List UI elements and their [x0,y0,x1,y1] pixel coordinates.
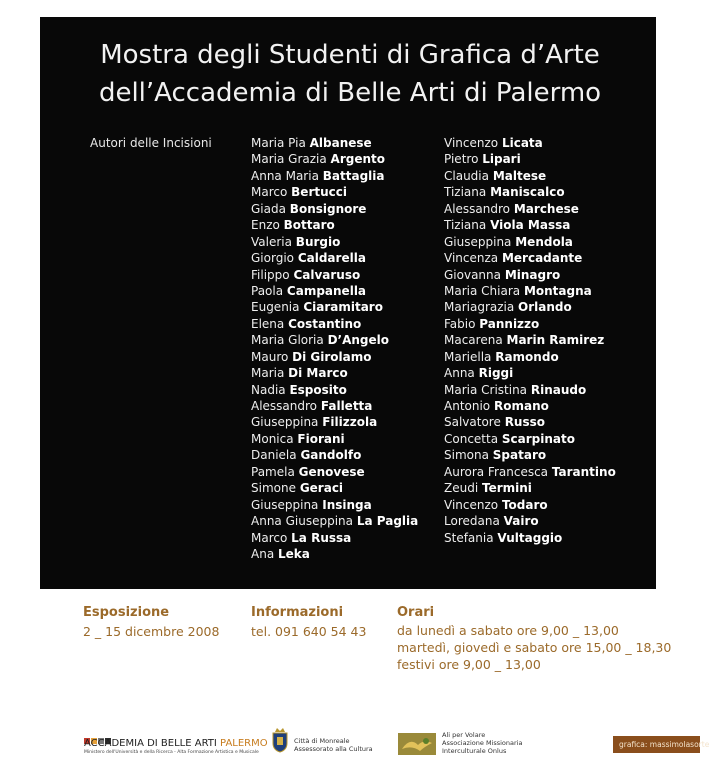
author-name [251,234,418,250]
monreale-line-2: Assessorato alla Cultura [294,745,373,753]
author-name [444,201,616,217]
author-name [444,513,616,529]
author-last-name: Costantino [288,316,362,331]
author-first-name: Paola [251,283,284,298]
author-first-name: Pamela [251,464,295,479]
author-name [444,382,616,398]
author-first-name: Stefania [444,530,494,545]
author-first-name: Zeudi [444,481,479,496]
author-name [444,332,616,348]
author-last-name: Esposito [289,382,347,397]
author-last-name: Maltese [492,168,547,183]
author-first-name: Simona [444,448,489,463]
author-first-name: Maria Grazia [251,152,327,167]
title-line-2: dell’Accademia di Belle Arti di Palermo [98,78,602,108]
author-name [251,497,418,513]
author-first-name: Nadia [251,382,286,397]
authors-label: Autori delle Incisioni [90,136,212,150]
author-last-name: Gandolfo [300,448,362,463]
author-first-name: Mariagrazia [444,300,515,315]
author-first-name: Vincenzo [444,497,499,512]
author-first-name: Antonio [444,399,491,413]
author-last-name: Geraci [299,481,344,496]
monreale-crest-icon [271,727,289,753]
author-last-name: Vultaggio [497,530,563,545]
author-first-name: Maria [251,366,285,381]
author-first-name: Aurora Francesca [444,464,549,479]
author-name [251,201,418,217]
orari-line-2: martedì, giovedì e sabato ore 15,00 _ 18,30 [397,640,672,655]
author-last-name: Rinaudo [530,382,587,397]
author-first-name: Mariella [444,349,492,364]
author-name [444,184,616,200]
author-last-name: Campanella [286,283,367,298]
author-name [251,135,418,151]
author-first-name: Tiziana [444,185,487,200]
author-first-name: Giorgio [251,251,294,266]
author-last-name: Ramondo [495,349,559,364]
author-name [444,250,616,266]
author-name [251,414,418,430]
author-last-name: La Russa [291,530,352,545]
author-name [444,151,616,167]
author-first-name: Daniela [251,448,297,463]
author-last-name: Falletta [320,399,373,413]
author-name [251,480,418,496]
poster-title [0,36,700,112]
authors-column-2 [444,135,616,546]
author-name [444,168,616,184]
author-name [444,447,616,463]
author-last-name: Mercadante [501,251,583,266]
author-first-name: Eugenia [251,300,300,315]
author-last-name: Albanese [309,136,372,150]
author-last-name: Bertucci [291,185,347,200]
esposizione-label: Esposizione [83,605,170,620]
author-name [251,349,418,365]
author-name [251,151,418,167]
author-name [444,283,616,299]
author-name [251,447,418,463]
author-first-name: Valeria [251,234,292,249]
author-name [251,316,418,332]
author-first-name: Anna Giuseppina [251,514,353,529]
orari-line-1: da lunedì a sabato ore 9,00 _ 13,00 [397,623,619,638]
author-first-name: Maria Pia [251,136,306,150]
author-last-name: Leka [278,546,310,561]
author-first-name: Maria Gloria [251,333,324,348]
accademia-name: ACCADEMIA DI BELLE ARTI [84,738,217,749]
author-name [251,299,418,315]
accademia-subtitle: Ministero dell'Università e della Ricerca - Alta Formazione Artistica e Musicale [84,750,259,755]
author-first-name: Giuseppina [444,234,512,249]
author-last-name: Romano [493,399,549,413]
author-first-name: Giuseppina [251,415,319,430]
informazioni-phone: tel. 091 640 54 43 [251,624,367,639]
informazioni-label: Informazioni [251,605,344,620]
author-name [444,234,616,250]
author-first-name: Anna Maria [251,168,319,183]
author-name [444,349,616,365]
author-name [251,398,418,414]
accademia-logo-blocks [84,729,114,735]
author-name [444,398,616,414]
monreale-line-1: Città di Monreale [294,737,350,745]
author-name [251,464,418,480]
author-name [251,365,418,381]
title-line-1: Mostra degli Studenti di Grafica d’Arte [100,40,600,70]
author-last-name: Burgio [295,234,341,249]
author-name [251,530,418,546]
author-last-name: Bottaro [283,218,335,233]
author-name [251,431,418,447]
author-first-name: Maria Cristina [444,382,528,397]
author-last-name: Todaro [501,497,548,512]
author-first-name: Marco [251,185,288,200]
author-name [444,530,616,546]
author-last-name: Filizzola [322,415,378,430]
author-last-name: Marchese [513,201,579,216]
author-name [444,217,616,233]
author-first-name: Enzo [251,218,280,233]
author-last-name: Russo [504,415,545,430]
author-last-name: Termini [482,481,532,496]
author-name [444,365,616,381]
grafica-credit: grafica: massimolasorte [613,736,700,753]
author-first-name: Maria Chiara [444,283,521,298]
author-first-name: Vincenza [444,251,499,266]
authors-column-1 [251,135,418,562]
ali-line-2: Associazione Missionaria [442,739,523,747]
author-name [251,168,418,184]
author-name [251,332,418,348]
author-first-name: Vincenzo [444,136,499,150]
author-first-name: Giada [251,201,286,216]
author-last-name: Di Marco [288,366,348,381]
author-first-name: Ana [251,546,275,561]
author-name [444,267,616,283]
author-first-name: Claudia [444,168,489,183]
author-name [251,382,418,398]
author-name [251,267,418,283]
ali-line-1: Ali per Volare [442,731,486,739]
author-last-name: Riggi [478,366,514,381]
author-name [444,464,616,480]
author-first-name: Salvatore [444,415,501,430]
accademia-logo [84,738,268,749]
author-last-name: Di Girolamo [292,349,372,364]
author-first-name: Alessandro [251,399,318,413]
author-last-name: Minagro [504,267,561,282]
ali-line-3: Interculturale Onlus [442,747,507,755]
author-last-name: Calvaruso [293,267,361,282]
author-name [251,513,418,529]
esposizione-dates: 2 _ 15 dicembre 2008 [83,624,220,639]
author-first-name: Marco [251,530,288,545]
author-last-name: Orlando [518,300,572,315]
author-name [251,546,418,562]
author-first-name: Tiziana [444,218,487,233]
ali-per-volare-logo-icon [398,733,436,755]
author-last-name: Bonsignore [289,201,367,216]
author-name [251,217,418,233]
author-last-name: Fiorani [297,431,345,446]
author-name [251,283,418,299]
author-last-name: Battaglia [322,168,385,183]
author-name [444,497,616,513]
author-name [444,135,616,151]
author-last-name: Tarantino [551,464,616,479]
author-name [444,414,616,430]
author-last-name: Insinga [322,497,372,512]
author-last-name: Genovese [298,464,365,479]
author-last-name: Licata [501,136,543,150]
author-last-name: La Paglia [356,514,419,529]
author-first-name: Simone [251,481,296,496]
author-last-name: Lipari [482,152,521,167]
author-last-name: Ciaramitaro [303,300,383,315]
orari-label: Orari [397,605,435,620]
author-last-name: Viola Massa [490,218,571,233]
author-last-name: Argento [330,152,386,167]
author-last-name: Pannizzo [479,316,540,331]
author-first-name: Giovanna [444,267,501,282]
accademia-city: PALERMO [220,738,268,749]
author-last-name: Maniscalco [490,185,565,200]
author-last-name: Mendola [515,234,573,249]
author-first-name: Elena [251,316,285,331]
author-first-name: Giuseppina [251,497,319,512]
author-first-name: Fabio [444,316,476,331]
author-name [444,480,616,496]
author-name [444,299,616,315]
author-last-name: Spataro [492,448,547,463]
author-first-name: Monica [251,431,294,446]
ali-per-volare-text [442,731,522,755]
author-last-name: D’Angelo [327,333,390,348]
author-name [444,316,616,332]
author-name [251,184,418,200]
author-name [444,431,616,447]
author-last-name: Marin Ramirez [506,333,605,348]
author-first-name: Anna [444,366,475,381]
author-first-name: Mauro [251,349,289,364]
orari-line-3: festivi ore 9,00 _ 13,00 [397,657,541,672]
author-name [251,250,418,266]
author-last-name: Vairo [503,514,539,529]
author-first-name: Alessandro [444,201,511,216]
author-first-name: Filippo [251,267,290,282]
monreale-logo [294,737,373,753]
author-first-name: Pietro [444,152,479,167]
author-first-name: Concetta [444,431,499,446]
author-last-name: Caldarella [297,251,366,266]
author-first-name: Loredana [444,514,500,529]
author-first-name: Macarena [444,333,503,348]
author-last-name: Montagna [523,283,592,298]
author-last-name: Scarpinato [501,431,576,446]
